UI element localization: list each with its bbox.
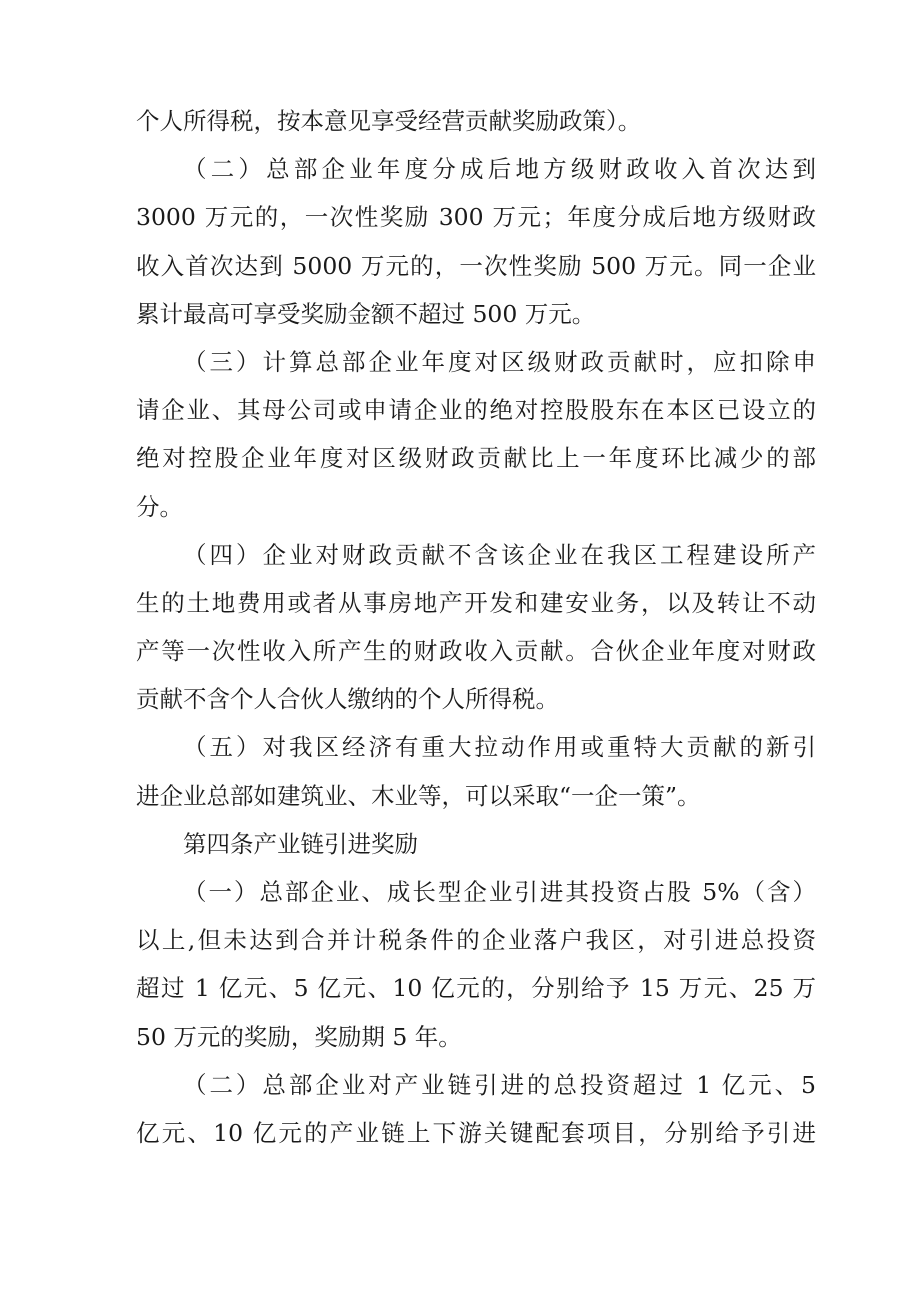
text-line: 收入首次达到 5000 万元的，一次性奖励 500 万元。同一企业 <box>136 251 816 280</box>
text-line: 50 万元的奖励，奖励期 5 年。 <box>136 1022 462 1051</box>
text-line: 分。 <box>136 492 183 521</box>
text-line: 产等一次性收入所产生的财政收入贡献。合伙企业年度对财政 <box>136 637 816 666</box>
text-line: 贡献不含个人合伙人缴纳的个人所得税。 <box>136 685 559 714</box>
paragraph-first-line: （二）总部企业对产业链引进的总投资超过 1 亿元、5 <box>183 1070 816 1099</box>
text-line: 以上,但未达到合并计税条件的企业落户我区，对引进总投资 <box>136 926 816 955</box>
text-line: 亿元、10 亿元的产业链上下游关键配套项目，分别给予引进 <box>136 1118 816 1147</box>
paragraph-first-line: （五）对我区经济有重大拉动作用或重特大贡献的新引 <box>183 733 816 762</box>
text-line: 绝对控股企业年度对区级财政贡献比上一年度环比减少的部 <box>136 444 816 473</box>
text-line: 累计最高可享受奖励金额不超过 500 万元。 <box>136 299 596 328</box>
text-line: 3000 万元的，一次性奖励 300 万元；年度分成后地方级财政 <box>136 203 816 232</box>
paragraph-first-line: （二）总部企业年度分成后地方级财政收入首次达到 <box>183 155 816 184</box>
text-line: 个人所得税，按本意见享受经营贡献奖励政策）。 <box>136 107 642 135</box>
text-line: 超过 1 亿元、5 亿元、10 亿元的，分别给予 15 万元、25 万 <box>136 974 816 1003</box>
paragraph-first-line: （一）总部企业、成长型企业引进其投资占股 5%（含） <box>183 878 816 906</box>
text-line: 请企业、其母公司或申请企业的绝对控股股东在本区已设立的 <box>136 396 816 425</box>
paragraph-first-line: （四）企业对财政贡献不含该企业在我区工程建设所产 <box>183 540 816 569</box>
document-body <box>136 97 816 1157</box>
article-heading: 第四条产业链引进奖励 <box>183 829 418 858</box>
text-line: 进企业总部如建筑业、木业等，可以采取“一企一策”。 <box>136 781 701 810</box>
paragraph-first-line: （三）计算总部企业年度对区级财政贡献时，应扣除申 <box>183 347 816 376</box>
text-line: 生的土地费用或者从事房地产开发和建安业务，以及转让不动 <box>136 588 816 617</box>
